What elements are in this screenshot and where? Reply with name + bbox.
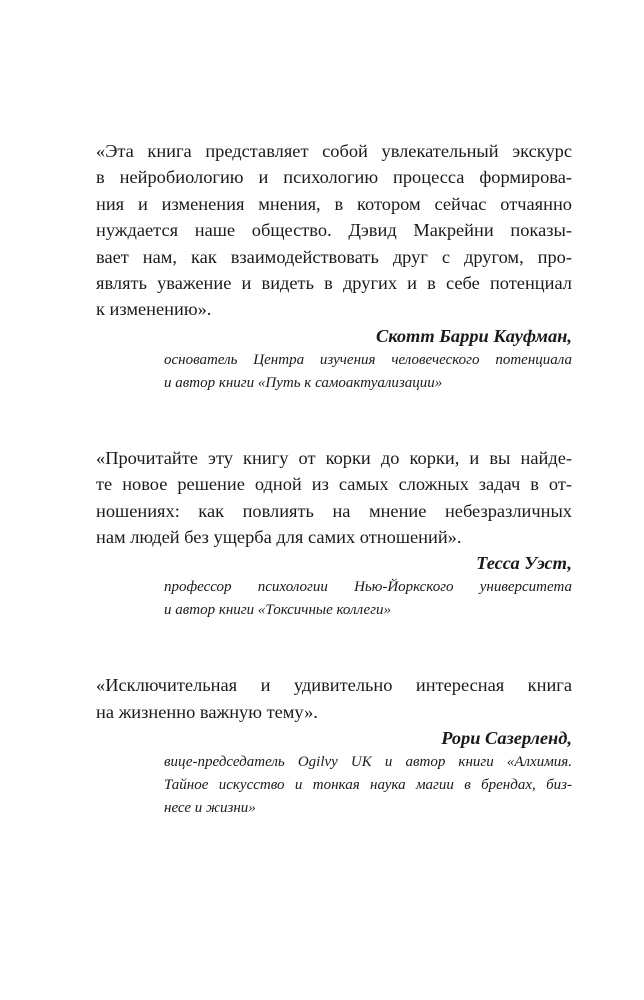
quote-line: «Исключительная и удивительно интересная книга (96, 675, 572, 696)
praise-quote (96, 672, 572, 725)
quote-line: ния и изменения мнения, в котором сейчас отчаянно (96, 193, 572, 214)
role-line: профессор психологии Нью-Йоркского университета (164, 579, 572, 596)
quote-line: вает нам, как взаимодействовать друг с другом, про- (96, 246, 572, 267)
quote-line: в нейробиологию и психологию процесса формирова- (96, 167, 572, 188)
praise-quote (96, 445, 572, 551)
praise-page (96, 138, 572, 820)
praise-author: Скотт Барри Кауфман, (375, 325, 572, 346)
quote-line: к изменению». (96, 299, 212, 320)
praise-author-role (164, 349, 572, 395)
praise-author-role (164, 751, 572, 820)
quote-line: те новое решение одной из самых сложных задач в от- (96, 474, 572, 495)
quote-line: являть уважение и видеть в других и в себе потенциал (96, 273, 572, 294)
praise-author-role (164, 576, 572, 622)
role-line: основатель Центра изучения человеческого потенциала (164, 351, 572, 368)
praise-author: Рори Сазерленд, (441, 728, 572, 749)
role-line: вице-председатель Ogilvy UK и автор книги «Алхимия. (164, 754, 572, 771)
praise-blurb-sutherland (96, 672, 572, 820)
role-line: и автор книги «Путь к самоактуализации» (164, 374, 443, 391)
quote-line: на жизненно важную тему». (96, 701, 318, 722)
praise-quote (96, 138, 572, 323)
quote-line: нам людей без ущерба для самих отношений». (96, 527, 462, 548)
praise-author: Тесса Уэст, (476, 553, 572, 574)
role-line: и автор книги «Токсичные коллеги» (164, 602, 392, 619)
quote-line: «Прочитайте эту книгу от корки до корки, и вы найде- (96, 447, 572, 468)
role-line: Тайное искусство и тонкая наука магии в брендах, биз- (164, 777, 572, 794)
role-line: несе и жизни» (164, 800, 256, 817)
praise-blurb-kaufman (96, 138, 572, 395)
quote-line: «Эта книга представляет собой увлекательный экскурс (96, 141, 572, 161)
praise-blurb-west (96, 445, 572, 623)
quote-line: ношениях: как повлиять на мнение небезразличных (96, 500, 572, 521)
quote-line: нуждается наше общество. Дэвид Макрейни показы- (96, 220, 572, 241)
